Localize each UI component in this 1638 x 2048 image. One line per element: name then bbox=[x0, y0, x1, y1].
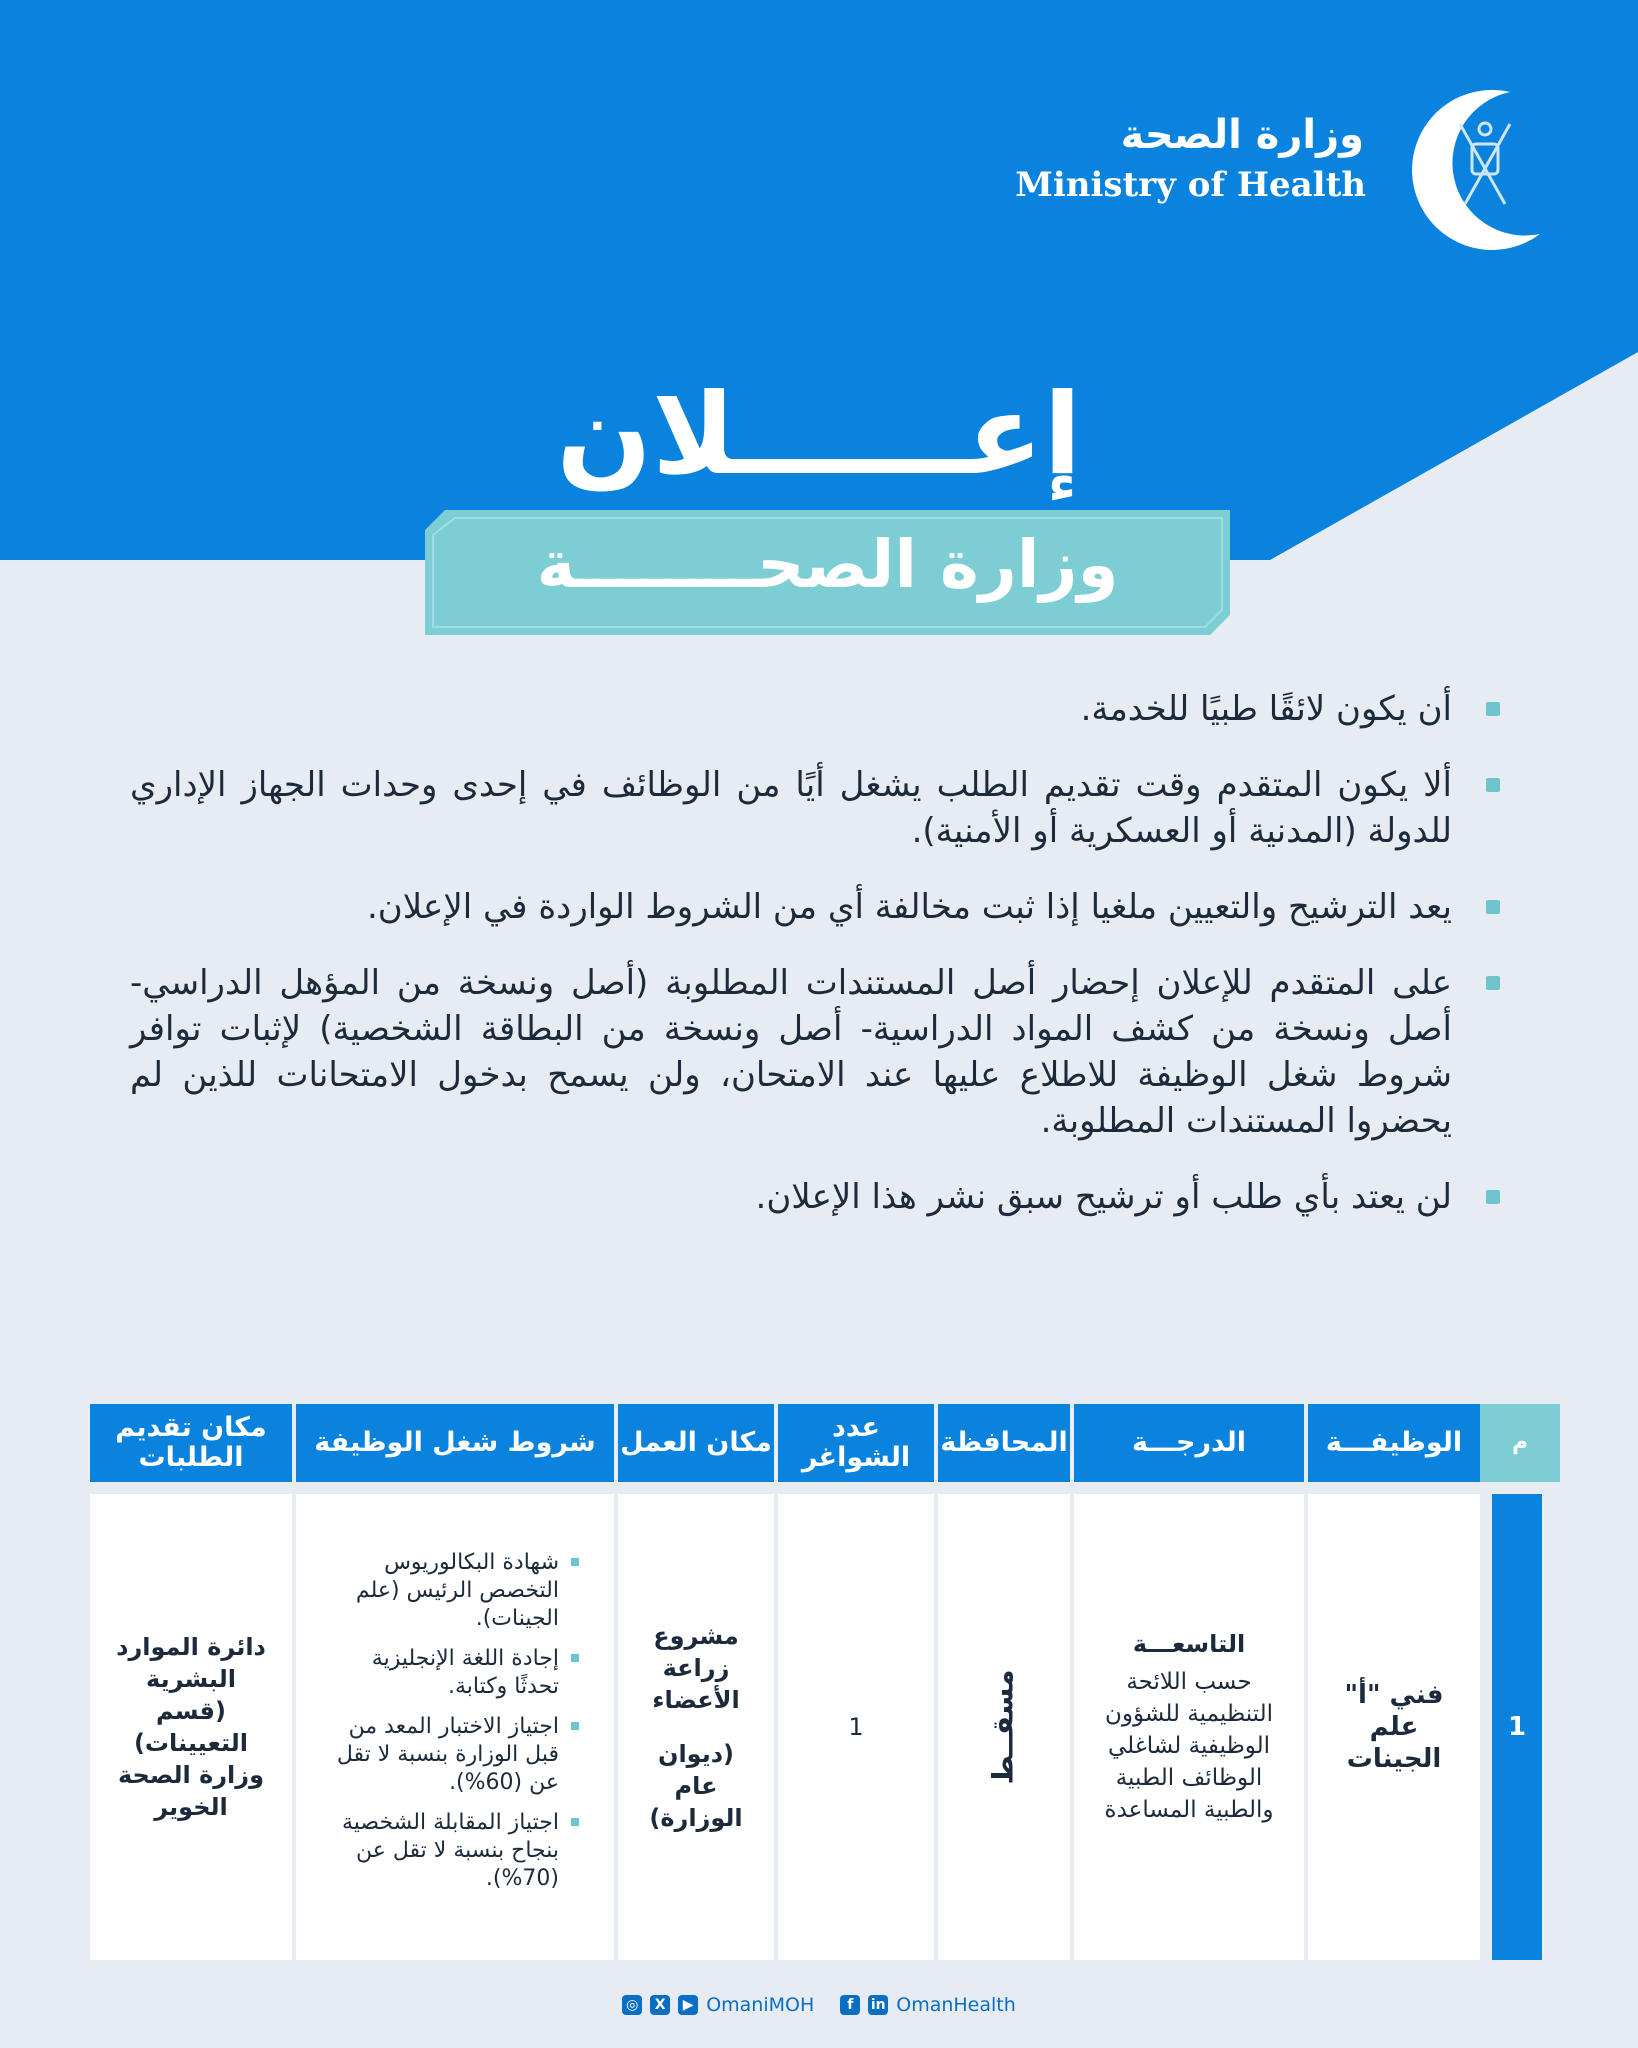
cell-vacancies: 1 bbox=[778, 1494, 934, 1960]
crescent-emblem-icon bbox=[1390, 84, 1560, 254]
footer-social bbox=[0, 1994, 1638, 2016]
bullet-square-icon bbox=[1486, 1190, 1500, 1204]
banner-text: وزارة الصحــــــــة bbox=[536, 526, 1119, 603]
list-item: يعد الترشيح والتعيين ملغيا إذا ثبت مخالفة أي من الشروط الواردة في الإعلان. bbox=[130, 884, 1500, 930]
list-item: إجادة اللغة الإنجليزية تحدثًا وكتابة. bbox=[321, 1645, 581, 1701]
governorate-text: مسقــط bbox=[987, 1669, 1021, 1785]
header-conditions: شروط شغل الوظيفة bbox=[296, 1404, 614, 1482]
header-apply-place: مكان تقديم الطلبات bbox=[90, 1404, 292, 1482]
list-item: اجتياز المقابلة الشخصية بنجاح بنسبة لا تقل عن (70%). bbox=[321, 1809, 581, 1893]
cell-governorate bbox=[938, 1494, 1070, 1960]
cell-conditions bbox=[296, 1494, 614, 1960]
bullet-square-icon bbox=[1486, 702, 1500, 716]
list-item: اجتياز الاختبار المعد من قبل الوزارة بنسبة لا تقل عن (60%). bbox=[321, 1713, 581, 1797]
x-icon[interactable]: X bbox=[650, 1995, 670, 2015]
list-item: ألا يكون المتقدم وقت تقديم الطلب يشغل أيًا من الوظائف في إحدى وحدات الجهاز الإداري للدولة (المدنية أو العسكرية أو الأمنية). bbox=[130, 762, 1500, 854]
workplace-office: (ديوان عام الوزارة) bbox=[649, 1740, 743, 1832]
youtube-icon[interactable]: ▶ bbox=[678, 1995, 698, 2015]
conditions-list bbox=[130, 686, 1500, 1250]
header-m: م bbox=[1480, 1404, 1560, 1482]
logo-arabic-text: وزارة الصحة bbox=[1120, 112, 1364, 158]
list-item: شهادة البكالوريوس التخصص الرئيس (علم الجينات). bbox=[321, 1549, 581, 1633]
cell-grade bbox=[1074, 1494, 1304, 1960]
cell-apply-place: دائرة الموارد البشرية (قسم التعيينات) وزارة الصحة الخوير bbox=[90, 1494, 292, 1960]
cell-m: 1 bbox=[1492, 1494, 1542, 1960]
header-workplace: مكان العمل bbox=[618, 1404, 774, 1482]
cell-workplace bbox=[618, 1494, 774, 1960]
header-job: الوظيفـــة bbox=[1308, 1404, 1480, 1482]
workplace-project: مشروع زراعة الأعضاء bbox=[652, 1622, 740, 1714]
handle-omanhealth[interactable]: OmanHealth bbox=[896, 1994, 1016, 2016]
grade-note: حسب اللائحة التنظيمية للشؤون الوظيفية لشاغلي الوظائف الطبية والطبية المساعدة bbox=[1104, 1669, 1274, 1823]
list-item: أن يكون لائقًا طبيًا للخدمة. bbox=[130, 686, 1500, 732]
header-governorate: المحافظة bbox=[938, 1404, 1070, 1482]
cell-job: فني "أ" علم الجينات bbox=[1308, 1494, 1480, 1960]
bullet-square-icon bbox=[1486, 976, 1500, 990]
facebook-icon[interactable]: f bbox=[840, 1995, 860, 2015]
bullet-icon bbox=[571, 1654, 579, 1662]
linkedin-icon[interactable]: in bbox=[868, 1995, 888, 2015]
job-conditions-list bbox=[321, 1549, 589, 1905]
logo-english-text: Ministry of Health bbox=[1015, 165, 1366, 205]
announcement-title: إعــــــلان bbox=[556, 370, 1082, 500]
bullet-icon bbox=[571, 1558, 579, 1566]
header-grade: الدرجـــة bbox=[1074, 1404, 1304, 1482]
handle-omanimoh[interactable]: OmaniMOH bbox=[706, 1994, 815, 2016]
bullet-square-icon bbox=[1486, 778, 1500, 792]
bullet-icon bbox=[571, 1818, 579, 1826]
header-vacancies: عدد الشواغر bbox=[778, 1404, 934, 1482]
bullet-icon bbox=[571, 1722, 579, 1730]
grade-main: التاسعـــة bbox=[1132, 1630, 1246, 1658]
bullet-square-icon bbox=[1486, 900, 1500, 914]
list-item: لن يعتد بأي طلب أو ترشيح سبق نشر هذا الإعلان. bbox=[130, 1174, 1500, 1220]
instagram-icon[interactable]: ◎ bbox=[622, 1995, 642, 2015]
list-item: على المتقدم للإعلان إحضار أصل المستندات المطلوبة (أصل ونسخة من المؤهل الدراسي- أصل ونسخة من كشف المواد الدراسية- أصل ونسخة من البطاقة الشخصية) لإثبات توافر شروط شغل الوظيفة للاطلاع عليها عند الامتحان، ولن يسمح بدخول الامتحانات للذين لم يحضروا المستندات المطلوبة. bbox=[130, 960, 1500, 1144]
